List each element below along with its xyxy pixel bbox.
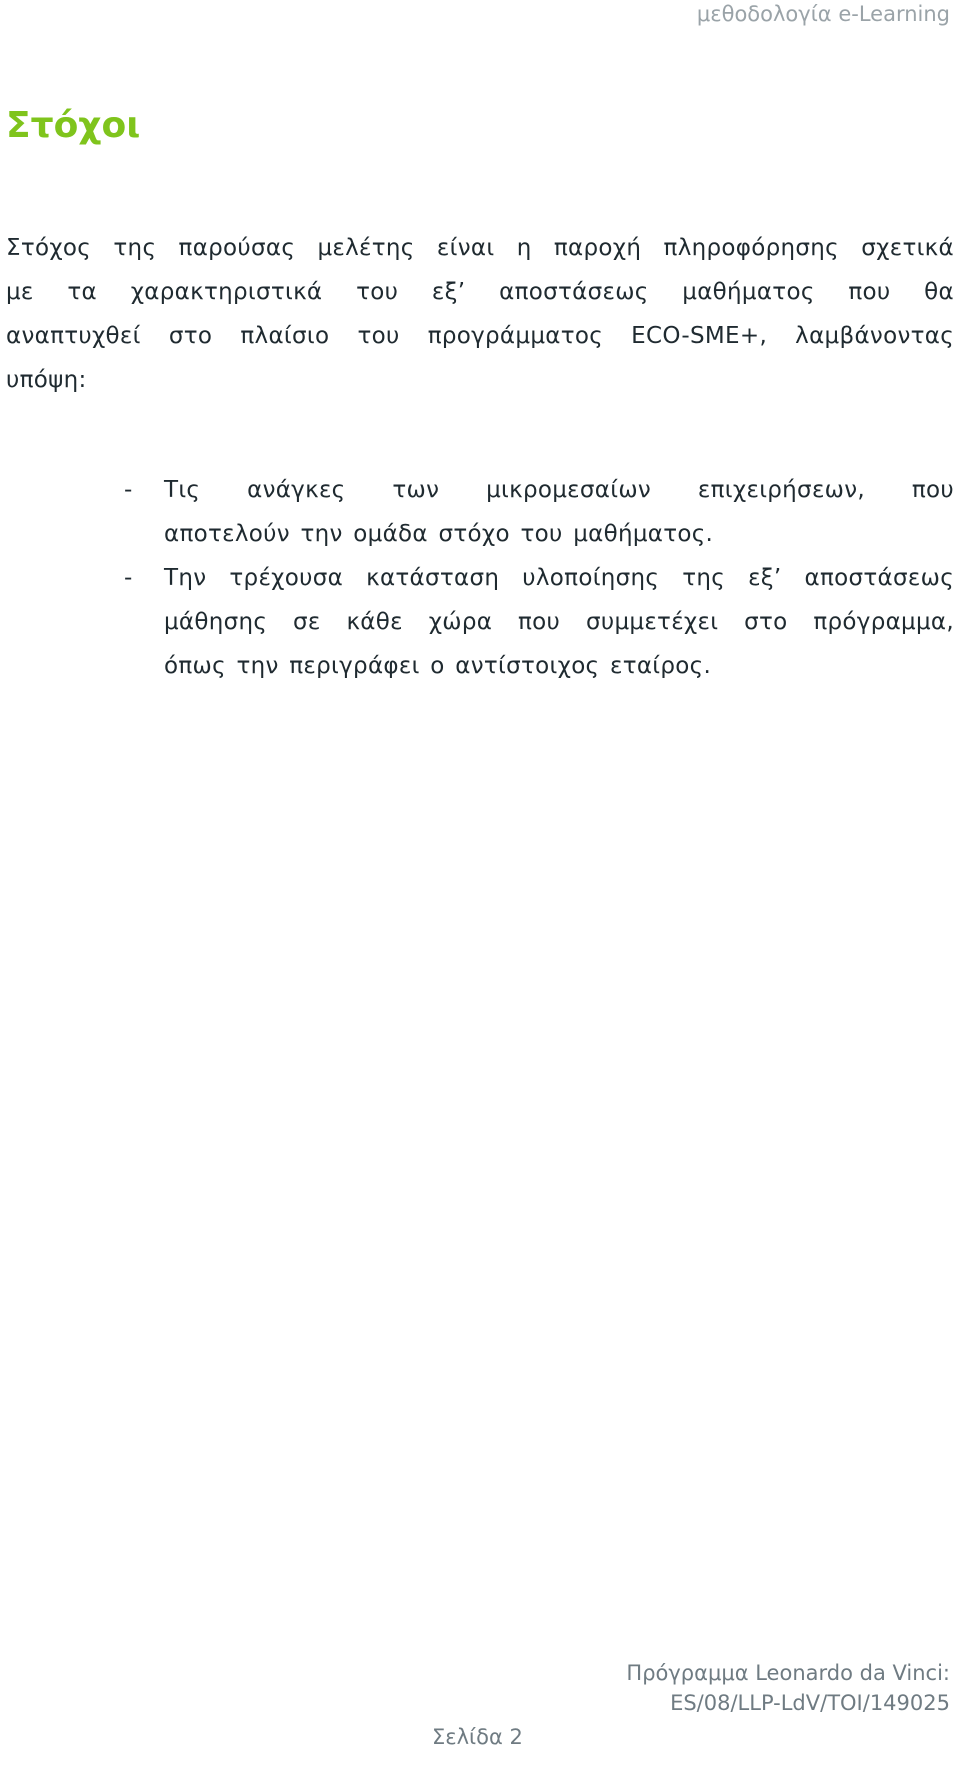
footer-program-info [626,1658,950,1718]
bullet-item [0,468,954,556]
intro-line: αναπτυχθεί στο πλαίσιο του προγράμματος ECO-SME+, λαμβάνοντας [6,323,954,349]
bullet-line: όπως την περιγράφει ο αντίστοιχος εταίρος. [164,653,712,679]
bullet-dash: - [124,565,133,591]
bullet-line: Τις ανάγκες των μικρομεσαίων επιχειρήσεων, που [164,477,954,503]
intro-line: Στόχος της παρούσας μελέτης είναι η παροχή πληροφόρησης σχετικά [6,235,954,261]
footer-program-name: Πρόγραμμα Leonardo da Vinci: [626,1661,950,1685]
bullet-dash: - [124,477,133,503]
section-title: Στόχοι [6,105,141,146]
bullet-line: μάθησης σε κάθε χώρα που συμμετέχει στο πρόγραμμα, [164,609,954,635]
page-number: Σελίδα 2 [432,1725,523,1749]
intro-paragraph [6,226,954,402]
header-title: μεθοδολογία e-Learning [696,2,950,26]
intro-line: υπόψη: [6,367,87,393]
footer-program-code: ES/08/LLP-LdV/TOI/149025 [670,1691,950,1715]
bullet-line: Την τρέχουσα κατάσταση υλοποίησης της εξ’ αποστάσεως [164,565,954,591]
intro-line: με τα χαρακτηριστικά του εξ’ αποστάσεως μαθήματος που θα [6,279,954,305]
bullet-item [0,556,954,688]
bullet-list [0,468,960,688]
bullet-line: αποτελούν την ομάδα στόχο του μαθήματος. [164,521,714,547]
